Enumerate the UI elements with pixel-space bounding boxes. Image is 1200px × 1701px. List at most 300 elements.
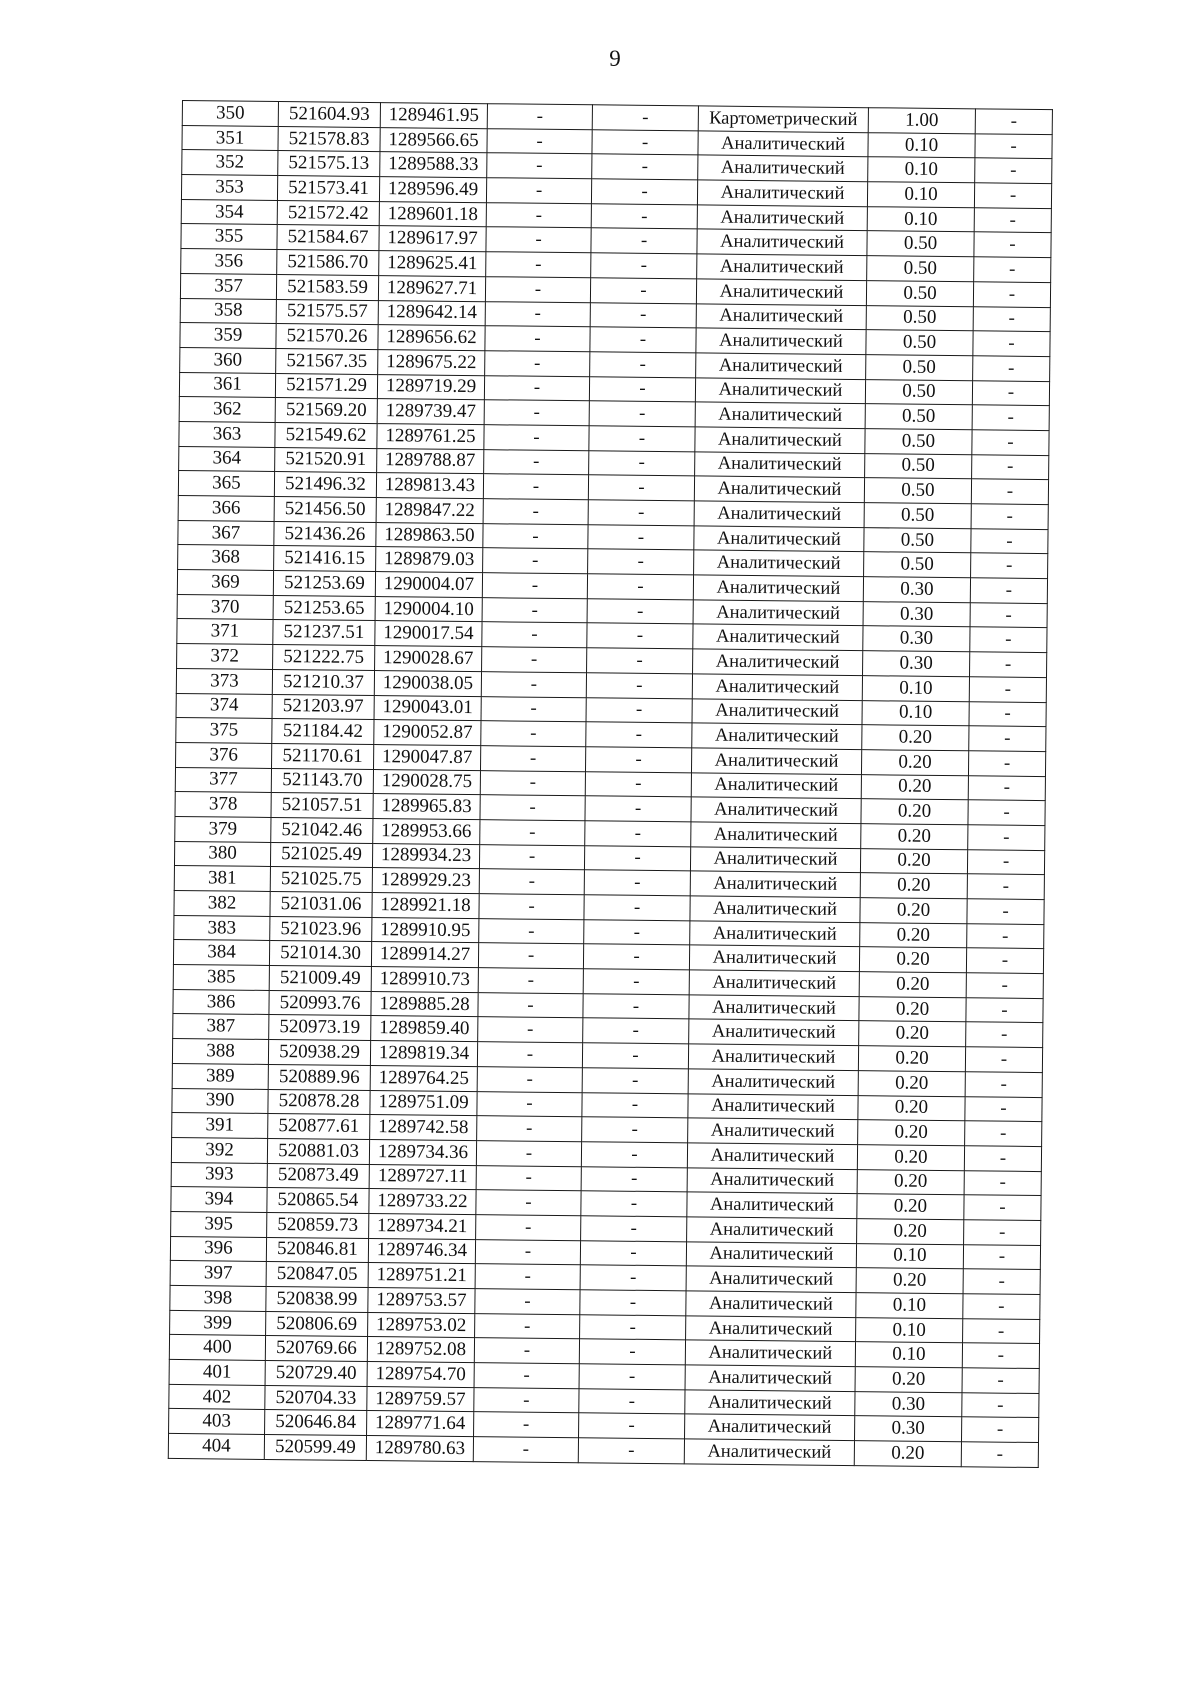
dash-cell: -: [974, 232, 1051, 257]
dash-cell: -: [579, 1413, 685, 1439]
method-cell: Аналитический: [698, 155, 868, 181]
method-cell: Аналитический: [692, 698, 862, 724]
point-number-cell: 369: [177, 570, 273, 596]
point-number-cell: 374: [176, 693, 272, 719]
dash-cell: -: [477, 1116, 582, 1142]
method-cell: Аналитический: [694, 550, 864, 576]
point-number-cell: 377: [175, 767, 271, 793]
precision-cell: 0.20: [861, 824, 968, 850]
precision-cell: 0.10: [855, 1342, 962, 1368]
dash-cell: -: [965, 1096, 1042, 1121]
point-number-cell: 357: [180, 273, 276, 299]
method-cell: Аналитический: [697, 229, 867, 255]
dash-cell: -: [967, 899, 1044, 924]
y-coordinate-cell: 1289929.23: [372, 868, 479, 894]
dash-cell: -: [477, 1091, 582, 1117]
dash-cell: -: [474, 1387, 579, 1413]
x-coordinate-cell: 521253.65: [273, 595, 375, 621]
dash-cell: -: [969, 726, 1046, 751]
dash-cell: -: [486, 227, 591, 253]
dash-cell: -: [584, 845, 690, 871]
precision-cell: 0.20: [859, 1021, 966, 1047]
point-number-cell: 378: [175, 792, 271, 818]
x-coordinate-cell: 520865.54: [267, 1188, 369, 1214]
precision-cell: 0.20: [857, 1169, 964, 1195]
x-coordinate-cell: 521584.67: [277, 225, 379, 251]
x-coordinate-cell: 520877.61: [268, 1114, 370, 1140]
x-coordinate-cell: 521575.57: [276, 299, 378, 325]
dash-cell: -: [964, 1220, 1041, 1245]
y-coordinate-cell: 1289656.62: [378, 325, 485, 351]
method-cell: Аналитический: [695, 377, 865, 403]
x-coordinate-cell: 521210.37: [272, 669, 374, 695]
dash-cell: -: [973, 282, 1050, 307]
method-cell: Аналитический: [687, 1167, 857, 1193]
precision-cell: 0.20: [860, 848, 967, 874]
y-coordinate-cell: 1289859.40: [371, 1016, 478, 1042]
y-coordinate-cell: 1289914.27: [371, 942, 478, 968]
dash-cell: -: [971, 479, 1048, 504]
point-number-cell: 385: [173, 965, 269, 991]
x-coordinate-cell: 521569.20: [275, 398, 377, 424]
dash-cell: -: [486, 178, 591, 204]
x-coordinate-cell: 521184.42: [272, 719, 374, 745]
precision-cell: 0.20: [858, 1120, 965, 1146]
dash-cell: -: [583, 944, 689, 970]
dash-cell: -: [579, 1364, 685, 1390]
dash-cell: -: [972, 380, 1049, 405]
x-coordinate-cell: 521583.59: [276, 274, 378, 300]
method-cell: Аналитический: [693, 624, 863, 650]
dash-cell: -: [483, 499, 588, 525]
dash-cell: -: [483, 548, 588, 574]
method-cell: Аналитический: [697, 205, 867, 231]
dash-cell: -: [586, 722, 692, 748]
point-number-cell: 382: [174, 890, 270, 916]
dash-cell: -: [585, 821, 691, 847]
precision-cell: 0.10: [867, 206, 974, 232]
precision-cell: 0.30: [863, 626, 970, 652]
y-coordinate-cell: 1289759.57: [367, 1386, 474, 1412]
y-coordinate-cell: 1289727.11: [369, 1164, 476, 1190]
dash-cell: -: [589, 450, 695, 476]
dash-cell: -: [475, 1289, 580, 1315]
dash-cell: -: [583, 993, 689, 1019]
point-number-cell: 356: [181, 249, 277, 275]
precision-cell: 0.50: [864, 552, 971, 578]
dash-cell: -: [973, 356, 1050, 381]
y-coordinate-cell: 1289617.97: [379, 226, 486, 252]
dash-cell: -: [480, 820, 585, 846]
dash-cell: -: [973, 306, 1050, 331]
precision-cell: 0.10: [868, 132, 975, 158]
precision-cell: 0.10: [867, 182, 974, 208]
dash-cell: -: [973, 331, 1050, 356]
dash-cell: -: [585, 747, 691, 773]
dash-cell: -: [591, 179, 697, 205]
dash-cell: -: [970, 652, 1047, 677]
dash-cell: -: [590, 278, 696, 304]
y-coordinate-cell: 1289627.71: [378, 275, 485, 301]
method-cell: Аналитический: [688, 1069, 858, 1095]
point-number-cell: 384: [173, 940, 269, 966]
precision-cell: 0.20: [861, 799, 968, 825]
dash-cell: -: [961, 1417, 1038, 1442]
dash-cell: -: [477, 1042, 582, 1068]
point-number-cell: 350: [182, 101, 278, 127]
dash-cell: -: [474, 1412, 579, 1438]
x-coordinate-cell: 520806.69: [266, 1311, 368, 1337]
method-cell: Аналитический: [685, 1340, 855, 1366]
precision-cell: 0.10: [856, 1243, 963, 1269]
dash-cell: -: [585, 771, 691, 797]
dash-cell: -: [485, 301, 590, 327]
point-number-cell: 396: [170, 1236, 266, 1262]
dash-cell: -: [474, 1338, 579, 1364]
x-coordinate-cell: 521496.32: [274, 472, 376, 498]
dash-cell: -: [592, 105, 698, 131]
point-number-cell: 365: [178, 471, 274, 497]
dash-cell: -: [485, 351, 590, 377]
dash-cell: -: [581, 1191, 687, 1217]
dash-cell: -: [969, 701, 1046, 726]
dash-cell: -: [967, 874, 1044, 899]
dash-cell: -: [582, 1068, 688, 1094]
x-coordinate-cell: 520704.33: [265, 1385, 367, 1411]
dash-cell: -: [972, 430, 1049, 455]
dash-cell: -: [486, 202, 591, 228]
dash-cell: -: [580, 1314, 686, 1340]
y-coordinate-cell: 1290052.87: [374, 720, 481, 746]
dash-cell: -: [592, 154, 698, 180]
point-number-cell: 352: [182, 150, 278, 176]
dash-cell: -: [478, 1017, 583, 1043]
method-cell: Аналитический: [685, 1414, 855, 1440]
precision-cell: 0.50: [865, 453, 972, 479]
y-coordinate-cell: 1289734.21: [369, 1213, 476, 1239]
method-cell: Аналитический: [696, 303, 866, 329]
dash-cell: -: [587, 574, 693, 600]
precision-cell: 0.10: [862, 675, 969, 701]
dash-cell: -: [962, 1343, 1039, 1368]
dash-cell: -: [587, 648, 693, 674]
point-number-cell: 368: [178, 545, 274, 571]
precision-cell: 0.30: [863, 577, 970, 603]
dash-cell: -: [590, 327, 696, 353]
dash-cell: -: [480, 770, 585, 796]
dash-cell: -: [964, 1170, 1041, 1195]
point-number-cell: 404: [168, 1434, 264, 1460]
point-number-cell: 387: [173, 1014, 269, 1040]
y-coordinate-cell: 1289588.33: [380, 152, 487, 178]
x-coordinate-cell: 521253.69: [273, 571, 375, 597]
dash-cell: -: [579, 1388, 685, 1414]
dash-cell: -: [591, 204, 697, 230]
dash-cell: -: [963, 1269, 1040, 1294]
dash-cell: -: [588, 500, 694, 526]
y-coordinate-cell: 1289953.66: [373, 818, 480, 844]
method-cell: Аналитический: [688, 1044, 858, 1070]
method-cell: Аналитический: [685, 1365, 855, 1391]
dash-cell: -: [581, 1166, 687, 1192]
dash-cell: -: [480, 795, 585, 821]
dash-cell: -: [974, 257, 1051, 282]
dash-cell: -: [484, 400, 589, 426]
precision-cell: 0.50: [864, 527, 971, 553]
dash-cell: -: [480, 746, 585, 772]
method-cell: Картометрический: [698, 106, 868, 132]
point-number-cell: 364: [179, 446, 275, 472]
precision-cell: 0.30: [863, 651, 970, 677]
method-cell: Аналитический: [690, 921, 860, 947]
method-cell: Аналитический: [691, 748, 861, 774]
dash-cell: -: [475, 1239, 580, 1265]
dash-cell: -: [967, 849, 1044, 874]
point-number-cell: 386: [173, 989, 269, 1015]
precision-cell: 0.20: [859, 947, 966, 973]
point-number-cell: 370: [177, 594, 273, 620]
point-number-cell: 402: [169, 1384, 265, 1410]
point-number-cell: 388: [172, 1039, 268, 1065]
x-coordinate-cell: 521572.42: [277, 200, 379, 226]
method-cell: Аналитический: [689, 995, 859, 1021]
dash-cell: -: [589, 426, 695, 452]
precision-cell: 0.20: [861, 750, 968, 776]
method-cell: Аналитический: [687, 1192, 857, 1218]
dash-cell: -: [588, 475, 694, 501]
point-number-cell: 391: [172, 1113, 268, 1139]
x-coordinate-cell: 521170.61: [272, 743, 374, 769]
y-coordinate-cell: 1289625.41: [379, 251, 486, 277]
method-cell: Аналитический: [697, 254, 867, 280]
dash-cell: -: [580, 1290, 686, 1316]
point-number-cell: 353: [181, 175, 277, 201]
precision-cell: 0.20: [858, 1070, 965, 1096]
dash-cell: -: [477, 1066, 582, 1092]
dash-cell: -: [485, 277, 590, 303]
method-cell: Аналитический: [695, 452, 865, 478]
y-coordinate-cell: 1290047.87: [374, 744, 481, 770]
point-number-cell: 392: [171, 1137, 267, 1163]
point-number-cell: 390: [172, 1088, 268, 1114]
point-number-cell: 394: [171, 1187, 267, 1213]
method-cell: Аналитический: [686, 1266, 856, 1292]
dash-cell: -: [966, 948, 1043, 973]
point-number-cell: 371: [177, 619, 273, 645]
x-coordinate-cell: 521014.30: [269, 941, 371, 967]
precision-cell: 0.20: [860, 898, 967, 924]
dash-cell: -: [974, 183, 1051, 208]
dash-cell: -: [583, 969, 689, 995]
point-number-cell: 401: [169, 1359, 265, 1385]
y-coordinate-cell: 1289601.18: [379, 201, 486, 227]
precision-cell: 0.20: [861, 774, 968, 800]
point-number-cell: 376: [176, 742, 272, 768]
x-coordinate-cell: 521604.93: [278, 102, 380, 128]
point-number-cell: 351: [182, 125, 278, 151]
precision-cell: 0.20: [858, 1046, 965, 1072]
precision-cell: 0.20: [862, 725, 969, 751]
point-number-cell: 354: [181, 199, 277, 225]
x-coordinate-cell: 521571.29: [275, 373, 377, 399]
dash-cell: -: [584, 895, 690, 921]
method-cell: Аналитический: [687, 1143, 857, 1169]
x-coordinate-cell: 520847.05: [266, 1262, 368, 1288]
y-coordinate-cell: 1290028.75: [373, 769, 480, 795]
dash-cell: -: [482, 573, 587, 599]
method-cell: Аналитический: [685, 1390, 855, 1416]
x-coordinate-cell: 520846.81: [266, 1237, 368, 1263]
dash-cell: -: [485, 326, 590, 352]
y-coordinate-cell: 1289596.49: [379, 177, 486, 203]
x-coordinate-cell: 521567.35: [276, 348, 378, 374]
precision-cell: 0.20: [859, 996, 966, 1022]
point-number-cell: 403: [169, 1409, 265, 1435]
dash-cell: -: [972, 405, 1049, 430]
dash-cell: -: [963, 1244, 1040, 1269]
x-coordinate-cell: 521025.49: [270, 842, 372, 868]
method-cell: Аналитический: [691, 772, 861, 798]
y-coordinate-cell: 1289754.70: [367, 1362, 474, 1388]
dash-cell: -: [580, 1265, 686, 1291]
y-coordinate-cell: 1289761.25: [377, 423, 484, 449]
dash-cell: -: [583, 1018, 689, 1044]
x-coordinate-cell: 521570.26: [276, 324, 378, 350]
dash-cell: -: [588, 524, 694, 550]
dash-cell: -: [972, 454, 1049, 479]
dash-cell: -: [481, 696, 586, 722]
y-coordinate-cell: 1289566.65: [380, 127, 487, 153]
dash-cell: -: [579, 1339, 685, 1365]
point-number-cell: 373: [176, 668, 272, 694]
y-coordinate-cell: 1289910.73: [371, 967, 478, 993]
y-coordinate-cell: 1289742.58: [370, 1115, 477, 1141]
table-body: [168, 101, 1052, 1468]
method-cell: Аналитический: [684, 1439, 854, 1465]
dash-cell: -: [966, 973, 1043, 998]
dash-cell: -: [476, 1141, 581, 1167]
method-cell: Аналитический: [686, 1316, 856, 1342]
dash-cell: -: [581, 1216, 687, 1242]
dash-cell: -: [578, 1438, 684, 1464]
dash-cell: -: [487, 128, 592, 154]
dash-cell: -: [588, 549, 694, 575]
method-cell: Аналитический: [695, 402, 865, 428]
dash-cell: -: [975, 109, 1052, 134]
dash-cell: -: [971, 553, 1048, 578]
dash-cell: -: [475, 1313, 580, 1339]
y-coordinate-cell: 1289819.34: [370, 1041, 477, 1067]
precision-cell: 0.20: [860, 922, 967, 948]
method-cell: Аналитический: [695, 427, 865, 453]
x-coordinate-cell: 521573.41: [277, 176, 379, 202]
y-coordinate-cell: 1289813.43: [376, 473, 483, 499]
y-coordinate-cell: 1289751.21: [368, 1263, 475, 1289]
dash-cell: -: [970, 603, 1047, 628]
precision-cell: 0.10: [862, 700, 969, 726]
point-number-cell: 393: [171, 1162, 267, 1188]
point-number-cell: 380: [174, 841, 270, 867]
dash-cell: -: [963, 1318, 1040, 1343]
dash-cell: -: [586, 697, 692, 723]
precision-cell: 0.20: [854, 1441, 961, 1467]
precision-cell: 1.00: [868, 108, 975, 134]
coordinates-table: [168, 100, 1053, 1468]
x-coordinate-cell: 521222.75: [273, 645, 375, 671]
precision-cell: 0.50: [864, 478, 971, 504]
x-coordinate-cell: 520881.03: [267, 1138, 369, 1164]
point-number-cell: 375: [176, 718, 272, 744]
dash-cell: -: [479, 894, 584, 920]
precision-cell: 0.20: [857, 1219, 964, 1245]
point-number-cell: 379: [175, 816, 271, 842]
dash-cell: -: [482, 597, 587, 623]
dash-cell: -: [591, 228, 697, 254]
dash-cell: -: [968, 800, 1045, 825]
dash-cell: -: [580, 1240, 686, 1266]
dash-cell: -: [483, 474, 588, 500]
method-cell: Аналитический: [697, 180, 867, 206]
dash-cell: -: [586, 673, 692, 699]
dash-cell: -: [975, 158, 1052, 183]
dash-cell: -: [481, 721, 586, 747]
point-number-cell: 362: [179, 397, 275, 423]
dash-cell: -: [478, 992, 583, 1018]
precision-cell: 0.50: [865, 404, 972, 430]
precision-cell: 0.20: [857, 1194, 964, 1220]
y-coordinate-cell: 1289788.87: [377, 448, 484, 474]
y-coordinate-cell: 1289733.22: [369, 1189, 476, 1215]
dash-cell: -: [970, 627, 1047, 652]
method-cell: Аналитический: [693, 600, 863, 626]
dash-cell: -: [582, 1092, 688, 1118]
y-coordinate-cell: 1289863.50: [376, 522, 483, 548]
dash-cell: -: [590, 302, 696, 328]
y-coordinate-cell: 1289965.83: [373, 794, 480, 820]
point-number-cell: 372: [177, 644, 273, 670]
x-coordinate-cell: 521549.62: [275, 422, 377, 448]
y-coordinate-cell: 1289752.08: [367, 1337, 474, 1363]
method-cell: Аналитический: [698, 131, 868, 157]
y-coordinate-cell: 1290028.67: [375, 646, 482, 672]
x-coordinate-cell: 520838.99: [266, 1286, 368, 1312]
x-coordinate-cell: 521520.91: [275, 447, 377, 473]
precision-cell: 0.20: [855, 1367, 962, 1393]
dash-cell: -: [584, 870, 690, 896]
point-number-cell: 381: [174, 866, 270, 892]
dash-cell: -: [581, 1142, 687, 1168]
dash-cell: -: [589, 376, 695, 402]
dash-cell: -: [970, 578, 1047, 603]
dash-cell: -: [964, 1195, 1041, 1220]
point-number-cell: 389: [172, 1063, 268, 1089]
y-coordinate-cell: 1290038.05: [374, 670, 481, 696]
y-coordinate-cell: 1289734.36: [369, 1139, 476, 1165]
method-cell: Аналитический: [692, 674, 862, 700]
method-cell: Аналитический: [688, 1093, 858, 1119]
x-coordinate-cell: 520859.73: [267, 1212, 369, 1238]
dash-cell: -: [974, 208, 1051, 233]
dash-cell: -: [484, 375, 589, 401]
dash-cell: -: [962, 1368, 1039, 1393]
x-coordinate-cell: 520973.19: [269, 1015, 371, 1041]
dash-cell: -: [582, 1043, 688, 1069]
method-cell: Аналитический: [691, 822, 861, 848]
y-coordinate-cell: 1289847.22: [376, 498, 483, 524]
dash-cell: -: [968, 775, 1045, 800]
precision-cell: 0.50: [867, 231, 974, 257]
y-coordinate-cell: 1290017.54: [375, 621, 482, 647]
